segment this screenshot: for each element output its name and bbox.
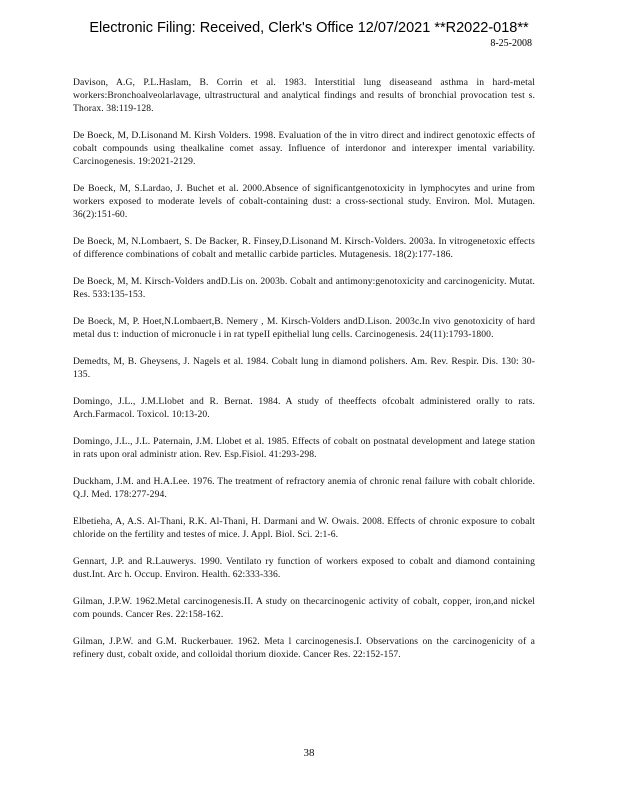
reference-entry: Elbetieha, A, A.S. Al-Thani, R.K. Al-Thani, H. Darmani and W. Owais. 2008. Effects of chronic exposure to cobalt chloride on the fertility and testes of mice. J. Appl. Biol. Sci. 2:1-6.: [73, 516, 535, 540]
reference-entry: Domingo, J.L., J.M.Llobet and R. Bernat. 1984. A study of theeffects ofcobalt administered orally to rats. Arch.Farmacol. Toxicol. 10:13-20.: [73, 396, 535, 420]
reference-list: [73, 76, 535, 675]
reference-entry: Gilman, J.P.W. 1962.Metal carcinogenesis.II. A study on thecarcinogenic activity of cobalt, copper, iron,and nickel com pounds. Cancer Res. 22:158-162.: [73, 596, 535, 620]
page-number: 38: [303, 747, 315, 759]
reference-entry: Davison, A.G, P.L.Haslam, B. Corrin et al. 1983. Interstitial lung diseaseand asthma in hard-metal workers:Bronchoalveolarlavage, ultrastructural and analytical findings and results of bronchial provocation test s. Thorax. 38:119-128.: [73, 77, 535, 114]
reference-entry: De Boeck, M, P. Hoet,N.Lombaert,B. Nemery , M. Kirsch-Volders andD.Lison. 2003c.In vivo genotoxicity of hard metal dus t: induction of micronucle i in rat typeII epithelial lung cells. Carcinogenesis. 24(11):1793-1800.: [73, 316, 535, 340]
reference-entry: Demedts, M, B. Gheysens, J. Nagels et al. 1984. Cobalt lung in diamond polishers. Am. Rev. Respir. Dis. 130: 30-135.: [73, 356, 535, 380]
reference-entry: De Boeck, M, N.Lombaert, S. De Backer, R. Finsey,D.Lisonand M. Kirsch-Volders. 2003a. In vitrogenetoxic effects of difference combinations of cobalt and metallic carbide particles. Mutagenesis. 18(2):177-186.: [73, 236, 535, 260]
header-date: 8-25-2008: [490, 38, 532, 49]
reference-entry: De Boeck, M, M. Kirsch-Volders andD.Lis on. 2003b. Cobalt and antimony:genotoxicity and carcinogenicity. Mutat. Res. 533:135-153.: [73, 276, 535, 300]
reference-entry: De Boeck, M, D.Lisonand M. Kirsh Volders. 1998. Evaluation of the in vitro direct and indirect genotoxic effects of cobalt compounds using thealkaline comet assay. Influence of interdonor and interexper imental variability. Carcinogenesis. 19:2021-2129.: [73, 130, 535, 167]
reference-entry: Gennart, J.P. and R.Lauwerys. 1990. Ventilato ry function of workers exposed to cobalt and diamond containing dust.Int. Arc h. Occup. Environ. Health. 62:333-336.: [73, 556, 535, 580]
reference-entry: Domingo, J.L., J.L. Paternain, J.M. Llobet et al. 1985. Effects of cobalt on postnatal development and latege station in rats upon oral administr ation. Rev. Esp.Fisiol. 41:293-298.: [73, 436, 535, 460]
reference-entry: Gilman, J.P.W. and G.M. Ruckerbauer. 1962. Meta l carcinogenesis.I. Observations on the carcinogenicity of a refinery dust, cobalt oxide, and colloidal thorium dioxide. Cancer Res. 22:152-157.: [73, 636, 535, 660]
reference-entry: Duckham, J.M. and H.A.Lee. 1976. The treatment of refractory anemia of chronic renal failure with cobalt chloride. Q.J. Med. 178:277-294.: [73, 476, 535, 500]
reference-entry: De Boeck, M, S.Lardao, J. Buchet et al. 2000.Absence of significantgenotoxicity in lymphocytes and urine from workers exposed to moderate levels of cobalt-containing dust: a cross-sectional study. Environ. Mol. Mutagen. 36(2):151-60.: [73, 183, 535, 220]
filing-header: Electronic Filing: Received, Clerk's Office 12/07/2021 **R2022-018**: [89, 20, 529, 36]
